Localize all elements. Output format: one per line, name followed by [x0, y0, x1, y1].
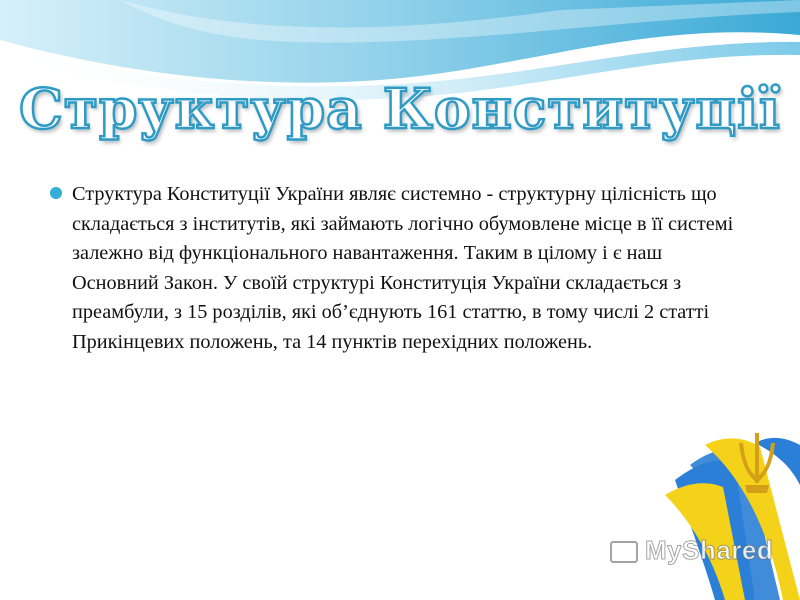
watermark — [608, 532, 778, 572]
slide-title: Структура Конституції — [19, 76, 781, 141]
ukraine-flag-ribbon-icon — [605, 425, 800, 600]
watermark-text: MyShared — [645, 535, 774, 565]
bullet-text: Структура Конституції України являє системно - структурну цілісність що складається з інститутів, які займають логічно обумовлене місце в її системі залежно від функціонального навантаження. Таким в цілому і є наш Основний Закон. У своїй структурі Конституція України складається з преамбули, з 15 розділів, які об’єднують 161 статтю, в тому числі 2 статті Прикінцевих положень, та 14 пунктів перехідних положень. — [72, 183, 734, 353]
bullet-item — [50, 180, 750, 357]
watermark-logo-icon — [608, 536, 640, 568]
bullet-dot-icon — [50, 187, 62, 199]
